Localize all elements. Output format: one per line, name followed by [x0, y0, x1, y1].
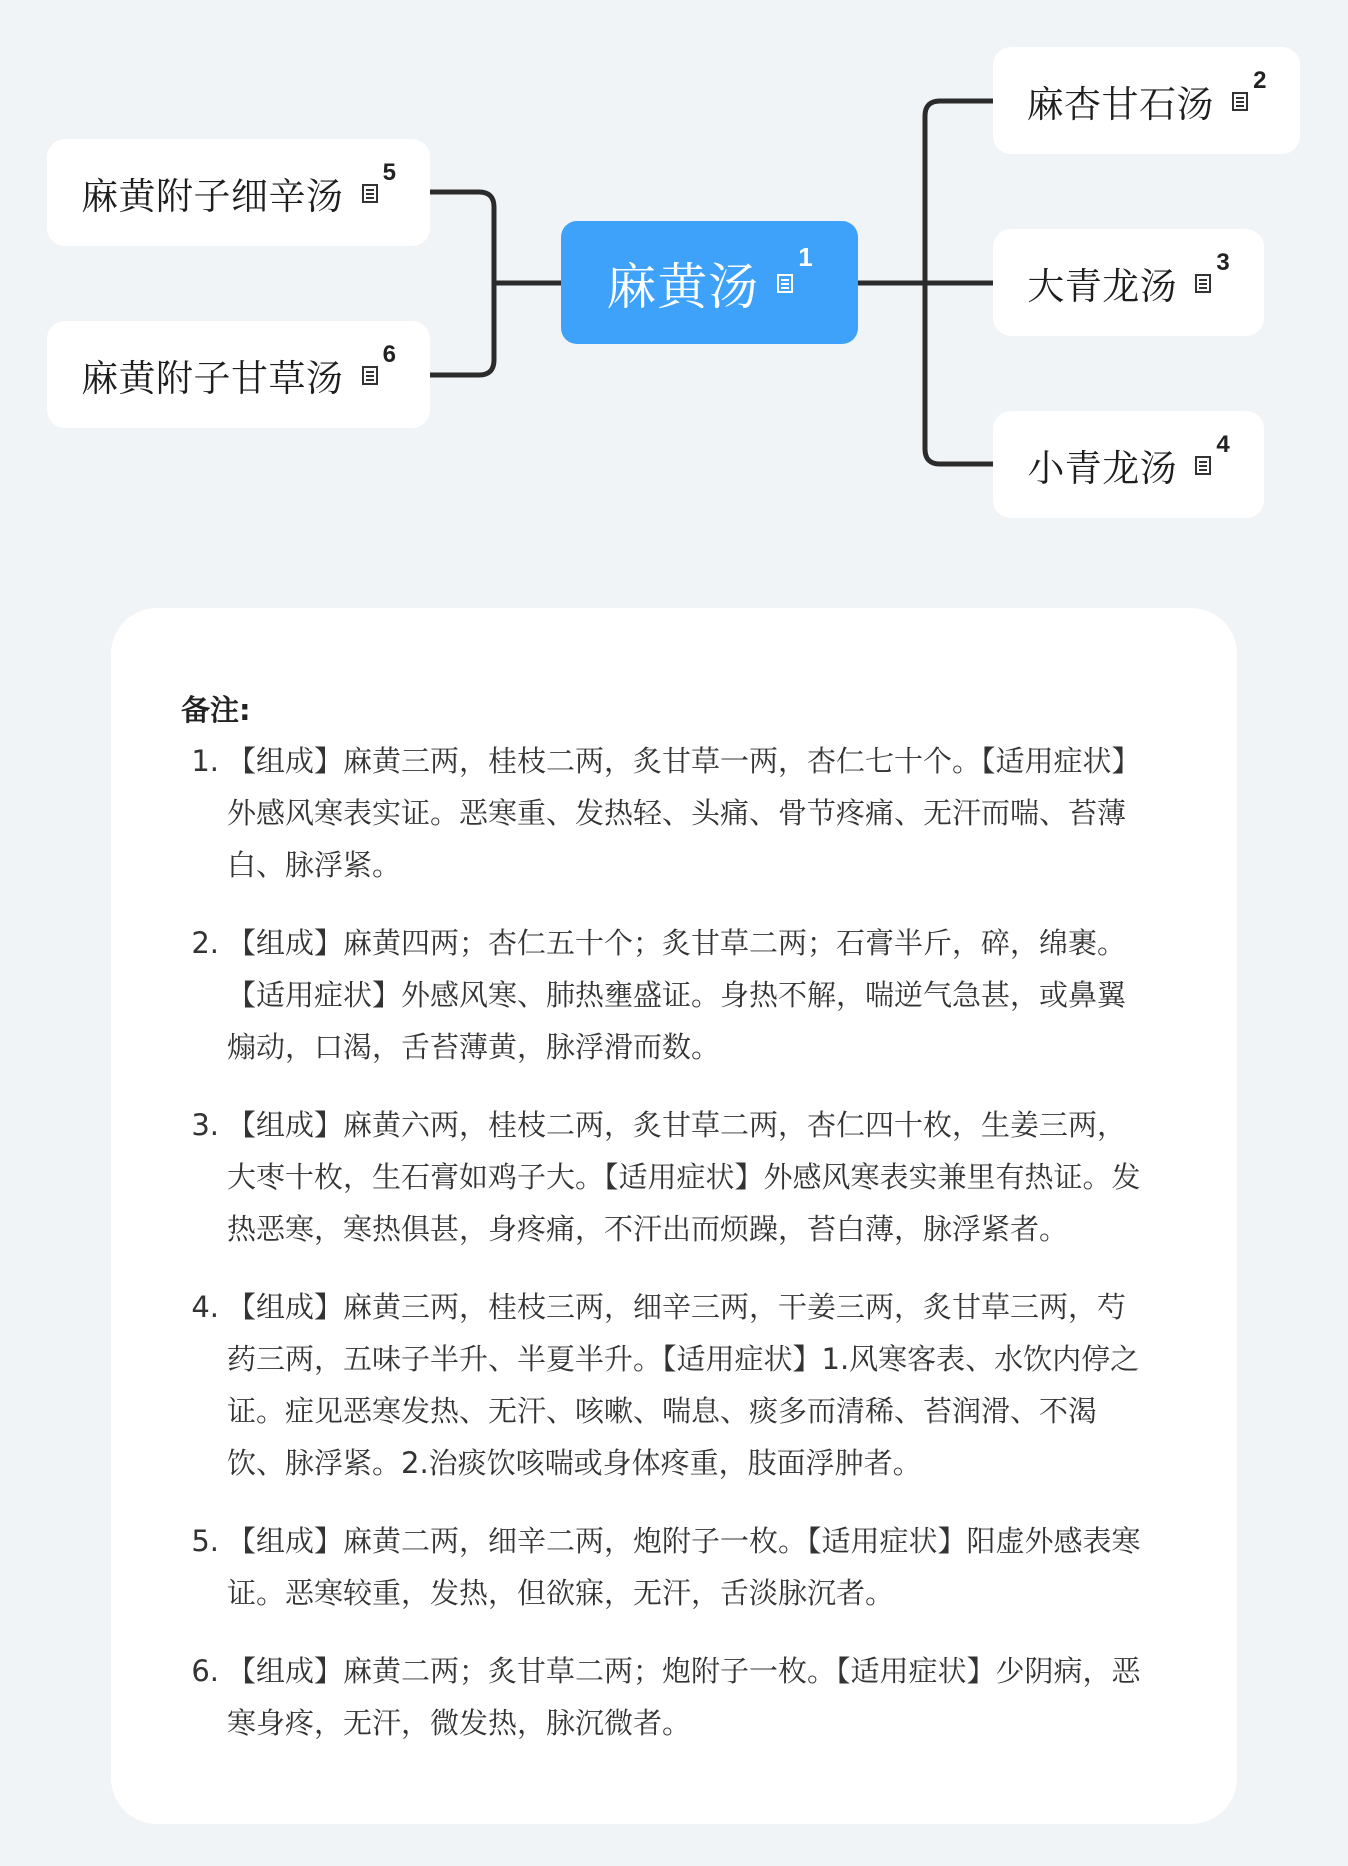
note-text: 【组成】麻黄六两，桂枝二两，炙甘草二两，杏仁四十枚，生姜三两，大枣十枚，生石膏如鸡子大。【适用症状】外感风寒表实兼里有热证。发热恶寒，寒热俱甚，身疼痛，不汗出而烦躁，苔白薄，脉浮紧者。: [227, 1108, 1141, 1246]
root-node-label: 麻黄汤: [606, 257, 760, 316]
branch-node-xiao-qinglong[interactable]: 小青龙汤 $^4$: [993, 411, 1264, 518]
note-item: [181, 1515, 1149, 1619]
branch-node-maxing-ganshi[interactable]: 麻杏甘石汤 $^2$: [993, 47, 1300, 154]
note-number: 3.: [191, 1108, 219, 1142]
note-icon[interactable]: [362, 184, 378, 203]
note-item: [181, 1099, 1149, 1255]
branch-node-label: 小青龙汤: [1027, 446, 1178, 490]
note-text: 【组成】麻黄二两，细辛二两，炮附子一枚。【适用症状】阳虚外感表寒证。恶寒较重，发热，但欲寐，无汗，舌淡脉沉者。: [227, 1524, 1141, 1610]
branch-node-label: 麻黄附子细辛汤: [81, 174, 344, 218]
connector-left-bottom: [430, 283, 494, 375]
connector-right-bottom: [925, 283, 993, 464]
note-icon[interactable]: [1195, 456, 1211, 475]
branch-node-label: 麻杏甘石汤: [1026, 82, 1215, 126]
note-icon[interactable]: [1232, 92, 1248, 111]
note-icon[interactable]: [362, 366, 378, 385]
connector-left-top: [430, 192, 494, 283]
note-number: 1.: [191, 744, 219, 778]
branch-node-mahuang-fuzi-gancao[interactable]: 麻黄附子甘草汤 $^6$: [47, 321, 430, 428]
note-number: 2.: [191, 926, 219, 960]
root-node[interactable]: 麻黄汤 $^1$: [561, 221, 858, 344]
branch-node-label: 麻黄附子甘草汤: [81, 356, 344, 400]
branch-node-mahuang-fuzi-xixin[interactable]: 麻黄附子细辛汤 $^5$: [47, 139, 430, 246]
note-icon[interactable]: [1195, 274, 1211, 293]
note-text: 【组成】麻黄四两；杏仁五十个；炙甘草二两；石膏半斤，碎，绵裹。【适用症状】外感风寒、肺热壅盛证。身热不解，喘逆气急甚，或鼻翼煽动，口渴，舌苔薄黄，脉浮滑而数。: [227, 926, 1127, 1064]
note-number: 5.: [191, 1524, 219, 1558]
branch-node-da-qinglong[interactable]: 大青龙汤 $^3$: [993, 229, 1264, 336]
note-number: 6.: [191, 1654, 219, 1688]
notes-title: 备注:: [181, 693, 251, 727]
note-icon[interactable]: [777, 274, 793, 293]
note-item: [181, 917, 1149, 1073]
note-number: 4.: [191, 1290, 219, 1324]
note-text: 【组成】麻黄三两，桂枝三两，细辛三两，干姜三两，炙甘草三两，芍药三两，五味子半升、半夏半升。【适用症状】1.风寒客表、水饮内停之证。症见恶寒发热、无汗、咳嗽、喘息、痰多而清稀、苔润滑、不渴饮、脉浮紧。2.治痰饮咳喘或身体疼重，肢面浮肿者。: [227, 1290, 1140, 1480]
note-text: 【组成】麻黄二两；炙甘草二两；炮附子一枚。【适用症状】少阴病，恶寒身疼，无汗，微发热，脉沉微者。: [227, 1654, 1141, 1740]
notes-list: [181, 735, 1149, 1749]
note-item: [181, 735, 1149, 891]
note-item: [181, 1281, 1149, 1489]
branch-node-label: 大青龙汤: [1027, 264, 1178, 308]
note-text: 【组成】麻黄三两，桂枝二两，炙甘草一两，杏仁七十个。【适用症状】外感风寒表实证。恶寒重、发热轻、头痛、骨节疼痛、无汗而喘、苔薄白、脉浮紧。: [227, 744, 1141, 882]
connector-right-top: [925, 101, 993, 283]
note-item: [181, 1645, 1149, 1749]
notes-card: [111, 608, 1237, 1824]
